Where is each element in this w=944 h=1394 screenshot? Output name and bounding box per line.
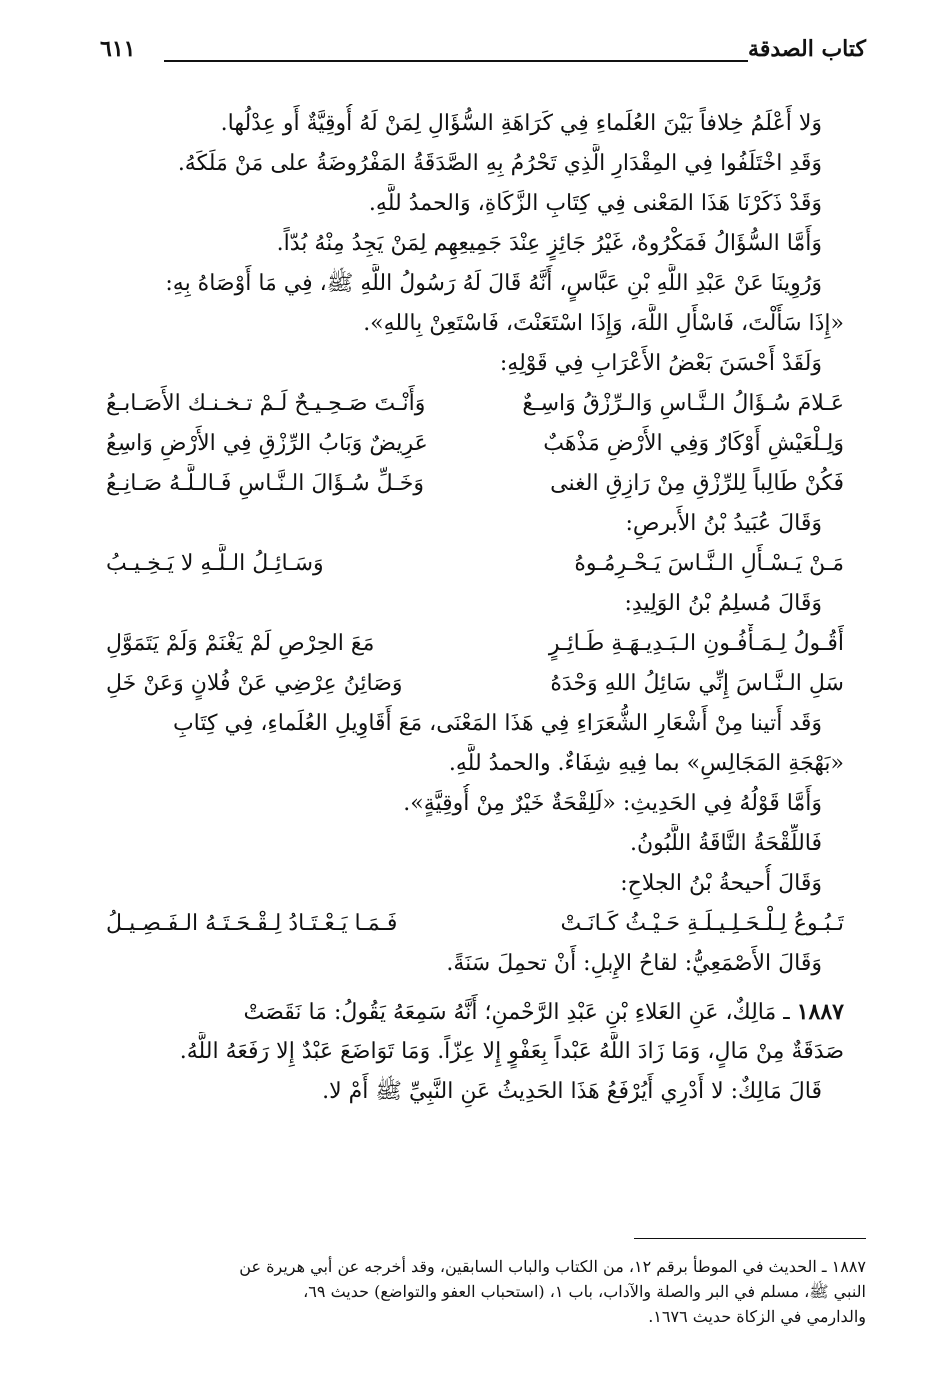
verse-second-hemistich: وَأَنْـتَ صَـحِـيـحٌ لَـمْ تـخـنـك الأَصَـابـعُ xyxy=(106,391,426,416)
verse-first-hemistich: عَـلامَ سُـؤَالُ الـنَّـاسِ وَالـرِّزْقُ وَاسِـعٌ xyxy=(522,391,844,416)
poem-verse xyxy=(106,664,844,704)
paragraph-line: قَالَ مَالِكٌ: لا أَدْرِي أَيُرْفَعُ هَذَا الحَدِيثُ عَنِ النَّبِيِّ ﷺ أَمْ لا. xyxy=(322,1079,822,1104)
paragraph-line: «إِذَا سَأَلْتَ، فَاسْأَلِ اللَّهَ، وَإِذَا اسْتَعَنْتَ، فَاسْتَعِنْ بِاللهِ». xyxy=(363,311,844,336)
verse-second-hemistich: فَـمَـا يَـعْـتَـادُ لِـقْـحَـتَـهُ الـفَـصِـيـلُ xyxy=(106,911,398,936)
verse-second-hemistich: وَسَـائِـلُ الـلَّـهِ لا يَـخِـيـبُ xyxy=(106,551,324,576)
paragraph-line: وَأَمَّا قَوْلُهُ فِي الحَدِيثِ: «لَلِقْحَةٌ خَيْرٌ مِنْ أُوقِيَّةٍ». xyxy=(403,791,822,816)
page-number: ٦١١ xyxy=(100,36,136,62)
poem-verse xyxy=(106,904,844,944)
hadith-text: ـ مَالِكٌ، عَنِ العَلاءِ بْنِ عَبْدِ الرَّحْمنِ؛ أَنَّهُ سَمِعَهُ يَقُولُ: مَا نَقَصَتْ xyxy=(243,1000,797,1025)
verse-first-hemistich: مَـنْ يَـسْـأَلِ الـنَّـاسَ يَـحْـرِمُـوهُ xyxy=(574,551,844,576)
paragraph-line: وَلَقَدْ أَحْسَنَ بَعْضُ الأَعْرَابِ فِي قَوْلِهِ: xyxy=(499,351,822,376)
verse-first-hemistich: فَكُنْ طَالِباً لِلرِّزْقِ مِنْ رَازِقِ الغنى xyxy=(550,471,844,496)
verse-first-hemistich: تَـبُـوعُ لِـلْـحَـلِـيـلَـةِ حَـيْـثُ كَـانَـتْ xyxy=(560,911,844,936)
paragraph-line: «بَهْجَةِ المَجَالِسِ» بما فِيهِ شِفَاءٌ. والحمدُ للَّهِ. xyxy=(448,751,844,776)
paragraph-line: وَقَالَ أُحيحةُ بْنُ الجلاحِ: xyxy=(620,871,822,896)
footnote-rule xyxy=(634,1238,866,1239)
hadith-line xyxy=(106,992,844,1032)
poem-verse xyxy=(106,424,844,464)
poem-verse xyxy=(106,544,844,584)
paragraph-line: صَدَقَةٌ مِنْ مَالٍ، وَمَا زَادَ اللَّهُ عَبْداً بِعَفْوٍ إِلا عِزّاً. وَمَا تَوَاضَعَ عَبْدٌ إِلا رَفَعَهُ اللَّهُ. xyxy=(179,1039,844,1064)
header-rule xyxy=(164,60,748,62)
footnotes xyxy=(106,1254,866,1329)
paragraph-line: وَقَد أَتينا مِنْ أَشْعَارِ الشُّعَرَاءِ فِي هَذَا المَعْنَى، مَعَ أَقَاوِيلِ العُلَماءِ، فِي كِتَابِ xyxy=(172,711,822,736)
paragraph-line: وَلا أَعْلَمُ خِلافاً بَيْنَ العُلَماءِ فِي كَرَاهَةِ السُّؤَالِ لِمَنْ لَهُ أُوقِيَّةٌ أَو عِدْلُها. xyxy=(220,111,822,136)
verse-second-hemistich: مَعَ الحِرْصِ لَمْ يَغْنَمْ وَلَمْ يَتَمَوَّلِ xyxy=(106,631,375,656)
paragraph-line: وَرُوِينَا عَنْ عَبْدِ اللَّهِ بْنِ عَبَّاسٍ، أَنَّهُ قَالَ لَهُ رَسُولُ اللَّهِ ﷺ، فِي مَا أَوْصَاهُ بِهِ: xyxy=(165,271,822,296)
paragraph-line: وَأَمَّا السُّؤَالُ فَمَكْرُوهٌ، غَيْرُ جَائِزٍ عِنْدَ جَمِيعِهِم لِمَنْ يَجِدُ مِنْهُ بُدّاً. xyxy=(276,231,822,256)
verse-first-hemistich: وَلِـلْعَيْشِ أَوْكَارٌ وَفِي الأَرْضِ مَذْهَبٌ xyxy=(543,431,844,456)
poem-verse xyxy=(106,464,844,504)
footnote-line: والدارمي في الزكاة حديث ١٦٧٦. xyxy=(648,1307,866,1326)
verse-first-hemistich: أَقُـولُ لِـمَـأْفُـونِ الـبَـدِيـهَـةِ طَـائِـرٍ xyxy=(548,631,844,656)
footnote-line: ١٨٨٧ ـ الحديث في الموطأ برقم ١٢، من الكتاب والباب السابقين، وقد أخرجه عن أبي هريرة عن xyxy=(239,1257,866,1276)
poem-verse xyxy=(106,384,844,424)
page-header xyxy=(100,30,866,70)
spacer xyxy=(106,984,844,992)
hadith-number: ١٨٨٧ xyxy=(796,999,844,1025)
poem-verse xyxy=(106,624,844,664)
verse-first-hemistich: سَلِ الـنَّـاسَ إِنِّي سَائِلُ اللهِ وَحْدَهُ xyxy=(550,671,844,696)
verse-second-hemistich: عَرِيضٌ وَبَابُ الرِّزْقِ فِي الأَرْضِ وَاسِعُ xyxy=(106,431,428,456)
paragraph-line: وَقَالَ الأَصْمَعِيُّ: لقاحُ الإِبلِ: أَنْ تحمِلَ سَنَةً. xyxy=(446,951,822,976)
verse-second-hemistich: وَصَائِنُ عِرْضِي عَنْ فُلانٍ وَعَنْ خَلِ xyxy=(106,671,403,696)
paragraph-line: وَقَدِ اخْتَلَفُوا فِي المِقْدَارِ الَّذِي تَحْرُمُ بِهِ الصَّدَقَةُ المَفْرُوضَةُ على مَنْ مَلَكَهُ. xyxy=(177,151,822,176)
paragraph-line: وَقَالَ عُبَيدُ بْنُ الأَبرصِ: xyxy=(625,511,822,536)
verse-second-hemistich: وَخَـلِّ سُـؤَالَ الـنَّـاسِ فَـالـلَّـهُ صَـانِـعُ xyxy=(106,471,424,496)
footnote-line: النبي ﷺ، مسلم في البر والصلة والآداب، باب ١، (استحباب العفو والتواضع) حديث ٦٩، xyxy=(303,1282,866,1301)
main-text xyxy=(106,104,844,1112)
paragraph-line: فَاللِّقْحَةُ النَّاقَةُ اللَّبُونُ. xyxy=(629,831,822,856)
paragraph-line: وَقَالَ مُسلِمُ بْنُ الوَلِيدِ: xyxy=(624,591,822,616)
paragraph-line: وَقَدْ ذَكَرْنَا هَذَا المَعْنى فِي كِتَابِ الزَّكَاةِ، وَالحمدُ للَّهِ. xyxy=(368,191,822,216)
book-title: كتاب الصدقة xyxy=(748,36,866,62)
